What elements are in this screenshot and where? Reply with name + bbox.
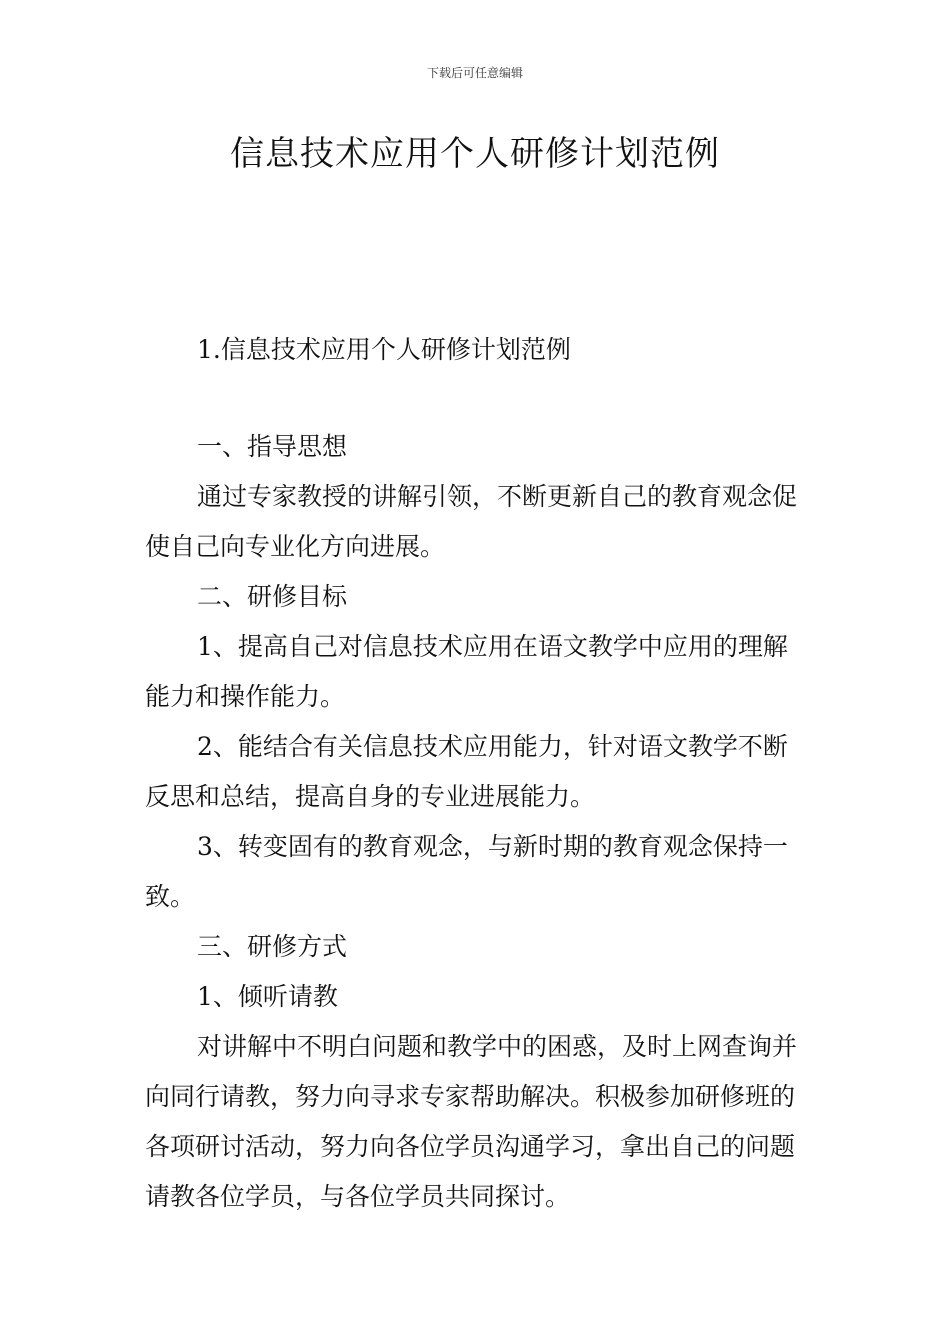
document-title: 信息技术应用个人研修计划范例 (230, 134, 720, 174)
heading-guiding-ideology: 一、指导思想 (197, 432, 348, 461)
goal-item-2: 2、能结合有关信息技术应用能力，针对语文教学不断反思和总结，提高自身的专业进展能力。 (145, 732, 788, 811)
section-title: 1.信息技术应用个人研修计划范例 (197, 335, 571, 364)
heading-study-goals: 二、研修目标 (197, 582, 348, 611)
heading-study-methods: 三、研修方式 (197, 932, 348, 961)
goal-item-1: 1、提高自己对信息技术应用在语文教学中应用的理解能力和操作能力。 (145, 632, 788, 711)
method-item-1-title: 1、倾听请教 (197, 982, 338, 1011)
document-body (145, 422, 810, 1222)
header-note: 下载后可任意编辑 (426, 66, 523, 80)
method-item-1-body: 对讲解中不明白问题和教学中的困惑，及时上网查询并向同行请教，努力向寻求专家帮助解决。积极参加研修班的各项研讨活动，努力向各位学员沟通学习，拿出自己的问题请教各位学员，与各位学员共同探讨。 (145, 1032, 798, 1211)
paragraph-guiding-ideology: 通过专家教授的讲解引领，不断更新自己的教育观念促使自己向专业化方向进展。 (145, 482, 798, 561)
goal-item-3: 3、转变固有的教育观念，与新时期的教育观念保持一致。 (145, 832, 788, 911)
